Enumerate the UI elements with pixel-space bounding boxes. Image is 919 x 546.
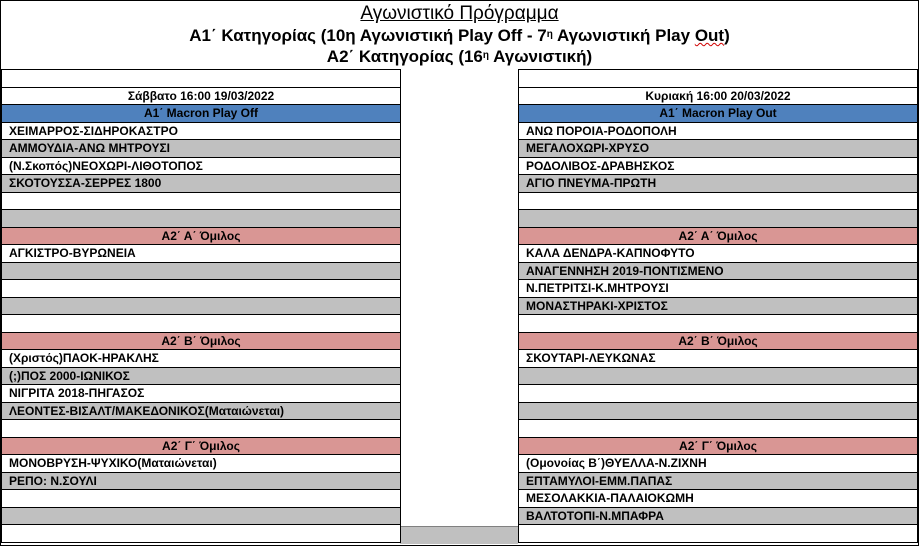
sunday-date: Κυριακή 16:00 20/03/2022 bbox=[518, 88, 918, 106]
match-row: ΑΓΚΙΣΤΡΟ-ΒΥΡΩΝΕΙΑ bbox=[1, 245, 401, 263]
match-row bbox=[518, 368, 918, 386]
match-row: ΡΕΠΟ: Ν.ΣΟΥΛΙ bbox=[1, 473, 401, 491]
match-row: (Ν.Σκοπός)ΝΕΟΧΩΡΙ-ΛΙΘΟΤΟΠΟΣ bbox=[1, 158, 401, 176]
subtitle-a1 bbox=[1, 26, 918, 46]
match-row: ΑΓΙΟ ΠΝΕΥΜΑ-ΠΡΩΤΗ bbox=[518, 175, 918, 193]
match-row bbox=[518, 403, 918, 421]
match-row: Ν.ΠΕΤΡΙΤΣΙ-Κ.ΜΗΤΡΟΥΣΙ bbox=[518, 280, 918, 298]
sunday-column bbox=[518, 69, 918, 543]
subtitle-a2-suffix: Αγωνιστική) bbox=[489, 47, 593, 66]
match-row bbox=[1, 525, 401, 543]
column-gap-shade bbox=[400, 526, 518, 544]
match-row: ΝΙΓΡΙΤΑ 2018-ΠΗΓΑΣΟΣ bbox=[1, 385, 401, 403]
match-row: ΒΑΛΤΟΤΟΠΙ-Ν.ΜΠΑΦΡΑ bbox=[518, 508, 918, 526]
match-row: (Χριστός)ΠΑΟΚ-ΗΡΑΚΛΗΣ bbox=[1, 350, 401, 368]
match-row bbox=[1, 420, 401, 438]
match-row bbox=[518, 525, 918, 543]
blank-row bbox=[1, 69, 401, 88]
subtitle-a1-out: Out bbox=[694, 26, 725, 45]
a2-group-b-header: Α2΄ Β΄ Όμιλος bbox=[1, 333, 401, 351]
match-row: ΜΟΝΟΒΡΥΣΗ-ΨΥΧΙΚΟ(Ματαιώνεται) bbox=[1, 455, 401, 473]
match-row bbox=[518, 420, 918, 438]
match-row bbox=[1, 263, 401, 281]
saturday-date: Σάββατο 16:00 19/03/2022 bbox=[1, 88, 401, 106]
match-row: ΡΟΔΟΛΙΒΟΣ-ΔΡΑΒΗΣΚΟΣ bbox=[518, 158, 918, 176]
match-row bbox=[518, 210, 918, 228]
a2-group-c-header: Α2΄ Γ΄ Όμιλος bbox=[1, 438, 401, 456]
subtitle-a1-sup: η bbox=[546, 29, 553, 40]
match-row bbox=[1, 210, 401, 228]
a2-group-a-header: Α2΄ Α΄ Όμιλος bbox=[518, 228, 918, 246]
subtitle-a2 bbox=[1, 47, 918, 67]
match-row: ΑΝΩ ΠΟΡΟΙΑ-ΡΟΔΟΠΟΛΗ bbox=[518, 123, 918, 141]
match-row bbox=[1, 508, 401, 526]
match-row bbox=[1, 490, 401, 508]
match-row: ΜΟΝΑΣΤΗΡΑΚΙ-ΧΡΙΣΤΟΣ bbox=[518, 298, 918, 316]
match-row: ΜΕΣΟΛΑΚΚΙΑ-ΠΑΛΑΙΟΚΩΜΗ bbox=[518, 490, 918, 508]
match-row bbox=[518, 385, 918, 403]
a2-group-c-header: Α2΄ Γ΄ Όμιλος bbox=[518, 438, 918, 456]
column-gap bbox=[400, 69, 518, 544]
subtitle-a1-middle: Αγωνιστική Play bbox=[552, 26, 695, 45]
match-row: (;)ΠΟΣ 2000-ΙΩΝΙΚΟΣ bbox=[1, 368, 401, 386]
match-row: ΣΚΟΥΤΑΡΙ-ΛΕΥΚΩΝΑΣ bbox=[518, 350, 918, 368]
match-row bbox=[518, 315, 918, 333]
blank-row bbox=[518, 69, 918, 88]
match-row bbox=[1, 280, 401, 298]
match-row: (Ομονοίας Β΄)ΘΥΕΛΛΑ-Ν.ΖΙΧΝΗ bbox=[518, 455, 918, 473]
match-row: ΧΕΙΜΑΡΡΟΣ-ΣΙΔΗΡΟΚΑΣΤΡΟ bbox=[1, 123, 401, 141]
match-row: ΑΜΜΟΥΔΙΑ-ΑΝΩ ΜΗΤΡΟΥΣΙ bbox=[1, 140, 401, 158]
a2-group-a-header: Α2΄ Α΄ Όμιλος bbox=[1, 228, 401, 246]
match-row: ΑΝΑΓΕΝΝΗΣΗ 2019-ΠΟΝΤΙΣΜΕΝΟ bbox=[518, 263, 918, 281]
title-block bbox=[1, 1, 918, 70]
a1-playout-header: Α1΄ Macron Play Out bbox=[518, 105, 918, 123]
match-row bbox=[1, 315, 401, 333]
match-row: ΛΕΟΝΤΕΣ-ΒΙΣΑΛΤ/ΜΑΚΕΔΟΝΙΚΟΣ(Ματαιώνεται) bbox=[1, 403, 401, 421]
match-row: ΣΚΟΤΟΥΣΣΑ-ΣΕΡΡΕΣ 1800 bbox=[1, 175, 401, 193]
a1-playoff-header: Α1΄ Macron Play Off bbox=[1, 105, 401, 123]
match-row bbox=[1, 193, 401, 211]
subtitle-a2-prefix: Α2΄ Κατηγορίας (16 bbox=[326, 47, 483, 66]
match-row: ΜΕΓΑΛΟΧΩΡΙ-ΧΡΥΣΟ bbox=[518, 140, 918, 158]
match-row: ΚΑΛΑ ΔΕΝΔΡΑ-ΚΑΠΝΟΦΥΤΟ bbox=[518, 245, 918, 263]
match-row bbox=[518, 193, 918, 211]
match-row bbox=[1, 298, 401, 316]
match-row: ΕΠΤΑΜΥΛΟΙ-ΕΜΜ.ΠΑΠΑΣ bbox=[518, 473, 918, 491]
a2-group-b-header: Α2΄ Β΄ Όμιλος bbox=[518, 333, 918, 351]
saturday-column bbox=[1, 69, 401, 543]
subtitle-a1-suffix: ) bbox=[724, 26, 730, 45]
subtitle-a2-sup: η bbox=[482, 50, 489, 61]
subtitle-a1-prefix: Α1΄ Κατηγορίας (10η Αγωνιστική Play Off - 7 bbox=[189, 26, 547, 45]
page-title: Αγωνιστικό Πρόγραμμα bbox=[360, 3, 559, 24]
